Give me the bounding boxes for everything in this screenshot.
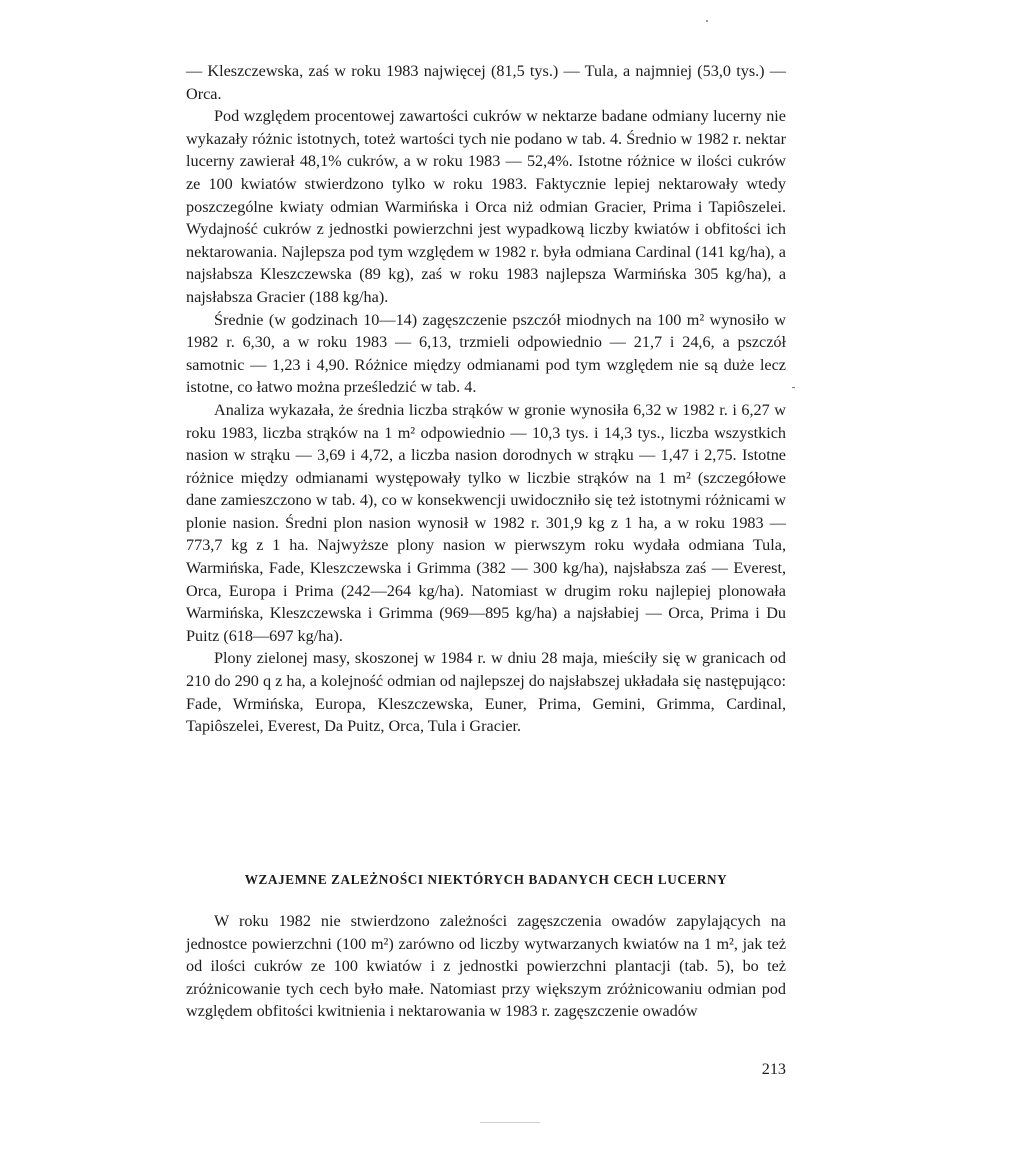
paragraph-pollinator-density: Średnie (w godzinach 10—14) zagęszczenie pszczół miodnych na 100 m² wynosiło w 1982 r. 6,30, a w roku 1983 — 6,13, trzmieli odpowiednio — 21,7 i 24,6, a pszczół samotnic — 1,23 i 4,90. Różnice między odmianami pod tym względem nie są duże lecz istotne, co łatwo można prześledzić w tab. 4. (186, 310, 786, 397)
paragraph-pod-analysis: Analiza wykazała, że średnia liczba strąków w gronie wynosiła 6,32 w 1982 r. i 6,27 w roku 1983, liczba strąków na 1 m² odpowiednio — 10,3 tys. i 14,3 tys., liczba wszystkich nasion w strąku — 3,69 i 4,72, a liczba nasion dorodnych w strąku — 1,47 i 2,75. Istotne różnice między odmianami występowały tylko w liczbie strąków na 1 m² (szczegółowe dane zamieszczono w tab. 4), co w konsekwencji uwidoczniło się też istotnymi różnicami w plonie nasion. Średni plon nasion wynosił w 1982 r. 301,9 kg z 1 ha, a w roku 1983 — 773,7 kg z 1 ha. Najwyższe plony nasion w pierwszym roku wydała odmiana Tula, Warmińska, Fade, Kleszczewska i Grimma (382 — 300 kg/ha), najsłabsza zaś — Everest, Orca, Europa i Prima (242—264 kg/ha). Natomiast w drugim roku najlepiej plonowała Warmińska, Kleszczewska i Grimma (969—895 kg/ha) a najsłabiej — Orca, Prima i Du Puitz (618—697 kg/ha). (186, 400, 786, 645)
paragraph-green-mass-yield: Plony zielonej masy, skoszonej w 1984 r. w dniu 28 maja, mieściły się w granicach od 210 do 290 q z ha, a kolejność odmian od najlepszej do najsłabszej układała się następująco: Fade, Wrmińska, Europa, Kleszczewska, Euner, Prima, Gemini, Grimma, Cardinal, Tapiôszelei, Everest, Da Puitz, Orca, Tula i Gracier. (186, 649, 786, 736)
scan-speck (706, 20, 708, 22)
section-heading: WZAJEMNE ZALEŻNOŚCI NIEKTÓRYCH BADANYCH CECH LUCERNY (244, 872, 728, 887)
paragraph-sugar-content: Pod względem procentowej zawartości cukrów w nektarze badane odmiany lucerny nie wykazały różnic istotnych, toteż wartości tych nie podano w tab. 4. Średnio w 1982 r. nektar lucerny zawierał 48,1% cukrów, a w roku 1983 — 52,4%. Istotne różnice w ilości cukrów ze 100 kwiatów stwierdzono tylko w roku 1983. Faktycznie lepiej nektarowały wtedy poszczególne kwiaty odmian Warmińska i Orca niż odmian Gracier, Prima i Tapiôszelei. Wydajność cukrów z jednostki powierzchni jest wypadkową liczby kwiatów i obfitości ich nektarowania. Najlepsza pod tym względem w 1982 r. była odmiana Cardinal (141 kg/ha), a najsłabsza Kleszczewska (89 kg), zaś w roku 1983 najlepsza Warmińska 305 kg/ha), a najsłabsza Gracier (188 kg/ha). (186, 107, 786, 306)
paragraph-correlations: W roku 1982 nie stwierdzono zależności zagęszczenia owadów zapylających na jednostce powierzchni (100 m²) zarówno od liczby wytwarzanych kwiatów na 1 m², jak też od ilości cukrów ze 100 kwiatów i z jednostki powierzchni plantacji (tab. 5), bo też zróżnicowanie tych cech było małe. Natomiast przy większym zróżnicowaniu odmian pod względem obfitości kwitnienia i nektarowania w 1983 r. zagęszczenie owadów (186, 912, 786, 1021)
body-text (186, 60, 786, 738)
page-number: 213 (761, 1060, 786, 1078)
section-body (186, 910, 786, 1023)
scan-speck (792, 387, 795, 388)
paragraph-continuation: — Kleszczewska, zaś w roku 1983 najwięcej (81,5 tys.) — Tula, a najmniej (53,0 tys.) — Orca. (186, 62, 786, 103)
scan-artifact-line (480, 1122, 540, 1123)
